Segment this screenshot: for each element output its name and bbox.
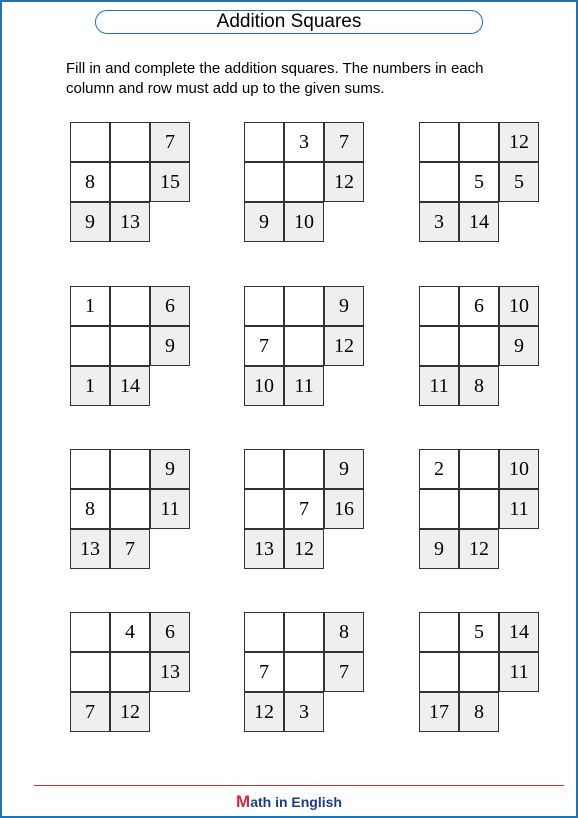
sum-cell: 3 — [419, 202, 459, 242]
logo-text: ath in English — [250, 794, 342, 810]
number-cell: 7 — [244, 326, 284, 366]
number-cell[interactable] — [244, 612, 284, 652]
number-cell[interactable] — [70, 122, 110, 162]
sum-cell: 12 — [499, 122, 539, 162]
sum-cell: 7 — [70, 692, 110, 732]
sum-cell: 9 — [244, 202, 284, 242]
sum-cell: 13 — [150, 652, 190, 692]
sum-cell: 3 — [284, 692, 324, 732]
sum-cell: 8 — [459, 692, 499, 732]
number-cell[interactable] — [70, 652, 110, 692]
number-cell[interactable] — [244, 489, 284, 529]
sum-cell: 12 — [324, 326, 364, 366]
sum-cell: 13 — [244, 529, 284, 569]
sum-cell: 9 — [70, 202, 110, 242]
number-cell[interactable] — [110, 286, 150, 326]
number-cell: 6 — [459, 286, 499, 326]
math-in-english-logo — [2, 792, 576, 812]
sum-cell: 9 — [150, 326, 190, 366]
number-cell[interactable] — [110, 489, 150, 529]
sum-cell: 7 — [324, 652, 364, 692]
sum-cell: 11 — [150, 489, 190, 529]
number-cell[interactable] — [244, 162, 284, 202]
sum-cell: 8 — [324, 612, 364, 652]
sum-cell: 10 — [499, 286, 539, 326]
page-title: Addition Squares — [95, 10, 483, 34]
sum-cell: 12 — [110, 692, 150, 732]
number-cell: 7 — [284, 489, 324, 529]
sum-cell: 7 — [110, 529, 150, 569]
number-cell: 1 — [70, 286, 110, 326]
addition-square-1 — [70, 122, 192, 244]
sum-cell: 9 — [499, 326, 539, 366]
sum-cell: 9 — [150, 449, 190, 489]
addition-square-12 — [419, 612, 541, 734]
sum-cell: 15 — [150, 162, 190, 202]
sum-cell: 16 — [324, 489, 364, 529]
number-cell[interactable] — [459, 122, 499, 162]
addition-square-9 — [419, 449, 541, 571]
sum-cell: 12 — [244, 692, 284, 732]
number-cell[interactable] — [110, 449, 150, 489]
number-cell: 2 — [419, 449, 459, 489]
number-cell[interactable] — [459, 489, 499, 529]
number-cell[interactable] — [110, 652, 150, 692]
sum-cell: 9 — [324, 449, 364, 489]
sum-cell: 1 — [70, 366, 110, 406]
number-cell[interactable] — [459, 652, 499, 692]
addition-square-2 — [244, 122, 366, 244]
sum-cell: 12 — [324, 162, 364, 202]
addition-square-3 — [419, 122, 541, 244]
sum-cell: 6 — [150, 612, 190, 652]
number-cell[interactable] — [70, 326, 110, 366]
number-cell: 8 — [70, 162, 110, 202]
number-cell[interactable] — [284, 162, 324, 202]
number-cell: 8 — [70, 489, 110, 529]
sum-cell: 8 — [459, 366, 499, 406]
number-cell[interactable] — [110, 162, 150, 202]
number-cell[interactable] — [70, 612, 110, 652]
sum-cell: 10 — [244, 366, 284, 406]
addition-square-11 — [244, 612, 366, 734]
addition-square-7 — [70, 449, 192, 571]
sum-cell: 14 — [499, 612, 539, 652]
number-cell[interactable] — [244, 286, 284, 326]
sum-cell: 6 — [150, 286, 190, 326]
sum-cell: 11 — [419, 366, 459, 406]
number-cell[interactable] — [284, 449, 324, 489]
number-cell: 5 — [459, 162, 499, 202]
addition-square-5 — [244, 286, 366, 408]
number-cell: 4 — [110, 612, 150, 652]
logo-letter-m: M — [236, 792, 251, 811]
sum-cell: 12 — [284, 529, 324, 569]
number-cell[interactable] — [284, 652, 324, 692]
number-cell[interactable] — [244, 449, 284, 489]
number-cell[interactable] — [70, 449, 110, 489]
sum-cell: 11 — [499, 652, 539, 692]
number-cell[interactable] — [419, 612, 459, 652]
sum-cell: 7 — [324, 122, 364, 162]
number-cell[interactable] — [284, 286, 324, 326]
addition-square-8 — [244, 449, 366, 571]
sum-cell: 5 — [499, 162, 539, 202]
sum-cell: 13 — [110, 202, 150, 242]
sum-cell: 9 — [324, 286, 364, 326]
sum-cell: 9 — [419, 529, 459, 569]
number-cell[interactable] — [419, 489, 459, 529]
sum-cell: 10 — [499, 449, 539, 489]
number-cell[interactable] — [459, 449, 499, 489]
instructions-line-2: column and row must add up to the given sums. — [66, 80, 385, 97]
sum-cell: 13 — [70, 529, 110, 569]
number-cell[interactable] — [110, 122, 150, 162]
number-cell[interactable] — [419, 122, 459, 162]
number-cell[interactable] — [419, 162, 459, 202]
number-cell[interactable] — [110, 326, 150, 366]
sum-cell: 11 — [284, 366, 324, 406]
sum-cell: 14 — [110, 366, 150, 406]
sum-cell: 7 — [150, 122, 190, 162]
instructions-line-1: Fill in and complete the addition squares. The numbers in each — [66, 60, 484, 77]
sum-cell: 17 — [419, 692, 459, 732]
addition-square-6 — [419, 286, 541, 408]
number-cell[interactable] — [244, 122, 284, 162]
number-cell[interactable] — [284, 612, 324, 652]
addition-square-10 — [70, 612, 192, 734]
number-cell[interactable] — [419, 286, 459, 326]
number-cell: 3 — [284, 122, 324, 162]
number-cell: 5 — [459, 612, 499, 652]
sum-cell: 14 — [459, 202, 499, 242]
sum-cell: 12 — [459, 529, 499, 569]
number-cell[interactable] — [459, 326, 499, 366]
number-cell[interactable] — [284, 326, 324, 366]
number-cell[interactable] — [419, 326, 459, 366]
sum-cell: 10 — [284, 202, 324, 242]
number-cell: 7 — [244, 652, 284, 692]
number-cell[interactable] — [419, 652, 459, 692]
addition-square-4 — [70, 286, 192, 408]
instructions — [66, 59, 536, 99]
sum-cell: 11 — [499, 489, 539, 529]
footer-divider — [34, 785, 564, 786]
